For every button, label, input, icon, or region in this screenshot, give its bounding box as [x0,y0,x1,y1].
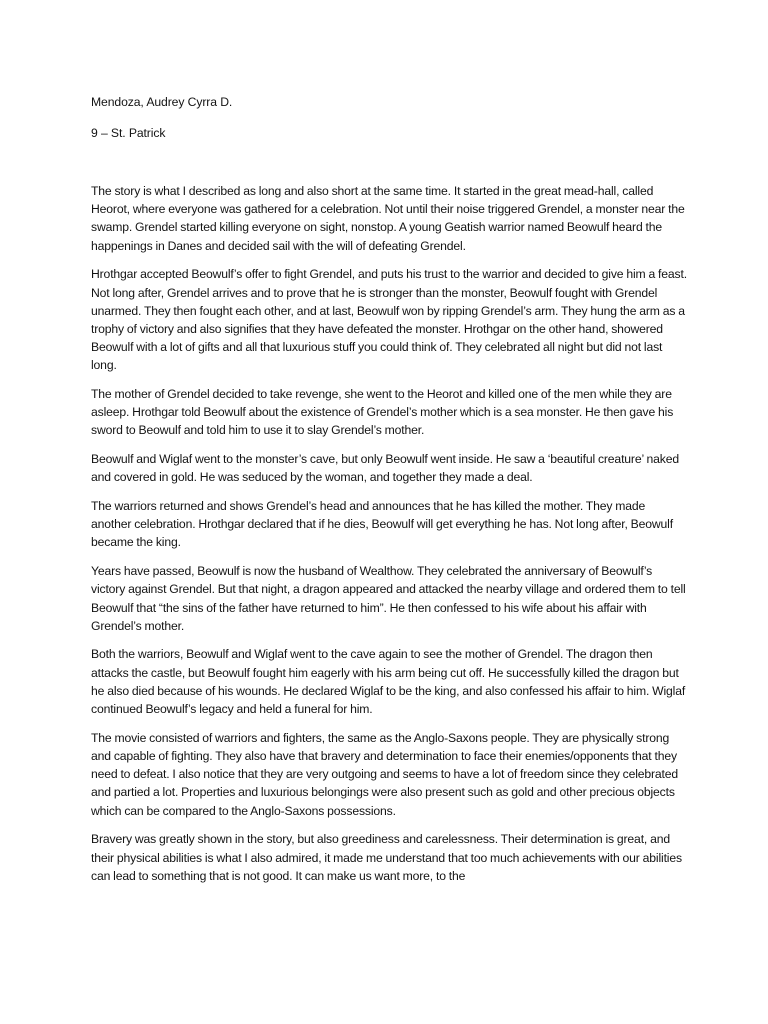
paragraph-7: Both the warriors, Beowulf and Wiglaf went to the cave again to see the mother of Grendel. The dragon then attacks the castle, but Beowulf fought him eagerly with his arm being cut off. He successfully killed the dragon but he also died because of his wounds. He declared Wiglaf to be the king, and also confessed his affair to him. Wiglaf continued Beowulf’s legacy and held a funeral for him. [91,647,686,717]
author-name: Mendoza, Audrey Cyrra D. [91,95,233,109]
paragraph-2: Hrothgar accepted Beowulf’s offer to fight Grendel, and puts his trust to the warrior and decided to give him a feast. Not long after, Grendel arrives and to prove that he is stronger than the monster, Beowulf fought with Grendel unarmed. They then fought each other, and at last, Beowulf won by ripping Grendel’s arm. They hung the arm as a trophy of victory and also signifies that they have defeated the monster. Hrothgar on the other hand, showered Beowulf with a lot of gifts and all that luxurious stuff you could think of. They celebrated all night but did not last long. [91,267,687,373]
paragraph-8: The movie consisted of warriors and fighters, the same as the Anglo-Saxons people. They are physically strong and capable of fighting. They also have that bravery and determination to face their enemies/opponents that they need to defeat. I also notice that they are very outgoing and seems to have a lot of freedom since they celebrated and partied a lot. Properties and luxurious belongings were also present such as gold and other precious objects which can be compared to the Anglo-Saxons possessions. [91,730,679,818]
paragraph-6: Years have passed, Beowulf is now the husband of Wealthow. They celebrated the anniversary of Beowulf’s victory against Grendel. But that night, a dragon appeared and attacked the nearby village and ordered them to tell Beowulf that “the sins of the father have returned to him”. He then confessed to his wife about his affair with Grendel’s mother. [91,564,686,633]
class-section: 9 – St. Patrick [91,126,166,140]
paragraph-5: The warriors returned and shows Grendel’s head and announces that he has killed the mother. They made another celebration. Hrothgar declared that if he dies, Beowulf will get everything he has. Not long after, Beowulf became the king. [91,499,673,550]
paragraph-3: The mother of Grendel decided to take revenge, she went to the Heorot and killed one of the men while they are asleep. Hrothgar told Beowulf about the existence of Grendel’s mother which is a sea monster. He then gave his sword to Beowulf and told him to use it to slay Grendel’s mother. [91,387,674,438]
paragraph-9: Bravery was greatly shown in the story, but also greediness and carelessness. Their determination is great, and their physical abilities is what I also admired, it made me understand that too much achievements with our abilities can lead to something that is not good. It can make us want more, to the [91,832,682,883]
paragraph-1: The story is what I described as long and also short at the same time. It started in the great mead-hall, called Heorot, where everyone was gathered for a celebration. Not until their noise triggered Grendel, a monster near the swamp. Grendel started killing everyone on sight, nonstop. A young Geatish warrior named Beowulf heard the happenings in Danes and decided sail with the will of defeating Grendel. [91,184,685,253]
paragraph-4: Beowulf and Wiglaf went to the monster’s cave, but only Beowulf went inside. He saw a ‘beautiful creature’ naked and covered in gold. He was seduced by the woman, and together they made a deal. [91,452,679,485]
essay-body [91,182,688,885]
